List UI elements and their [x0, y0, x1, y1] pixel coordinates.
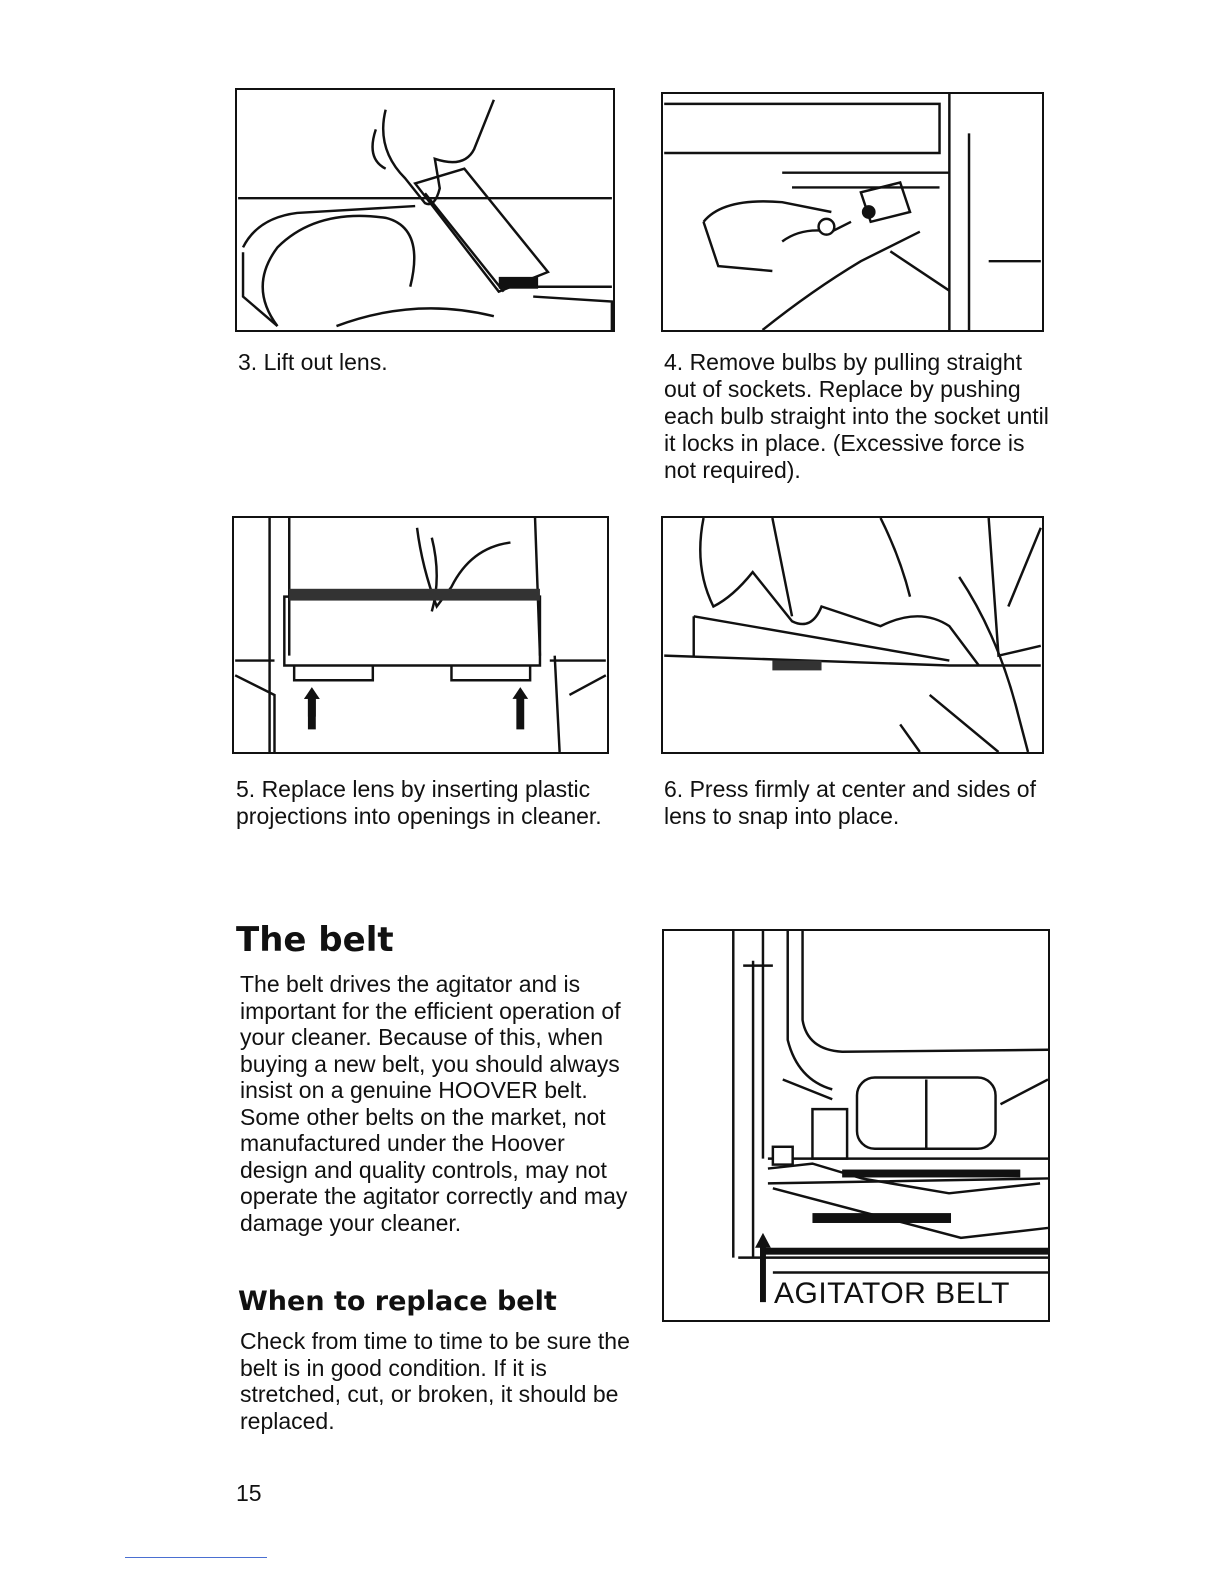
figure-press-lens — [661, 516, 1044, 754]
replace-belt-body: Check from time to time to be sure the belt is in good condition. If it is stretched, cut, or broken, it should be replaced. — [240, 1328, 630, 1434]
step-3-caption: 3. Lift out lens. — [238, 349, 388, 375]
belt-section-body: The belt drives the agitator and is important for the efficient operation of your cleaner. Because of this, when buying a new belt, you should always insist on a genuine HOOVER belt. Some other belts on the market, not manufactured under the Hoover design and quality controls, may not operate the agitator correctly and may damage your cleaner. — [240, 971, 628, 1236]
figure-remove-bulbs — [661, 92, 1044, 332]
replace-belt-subtitle: When to replace belt — [238, 1286, 557, 1317]
step-6-caption: 6. Press firmly at center and sides of lens to snap into place. — [664, 776, 1036, 829]
page-number: 15 — [236, 1480, 262, 1506]
figure-agitator-belt — [662, 929, 1050, 1322]
figure-replace-lens — [232, 516, 609, 754]
step-4-caption: 4. Remove bulbs by pulling straight out of sockets. Replace by pushing each bulb straight into the socket until it locks in place. (Excessive force is not required). — [664, 349, 1049, 483]
figure-lift-out-lens — [235, 88, 615, 332]
footer-rule — [125, 1557, 267, 1558]
agitator-belt-label: AGITATOR BELT — [770, 1277, 1014, 1311]
belt-section-title: The belt — [236, 920, 394, 960]
replace-lens-illustration — [234, 518, 607, 752]
step-5-caption: 5. Replace lens by inserting plastic projections into openings in cleaner. — [236, 776, 602, 829]
lift-out-lens-illustration — [237, 90, 613, 330]
press-lens-illustration — [663, 518, 1042, 752]
agitator-belt-illustration — [664, 931, 1048, 1320]
remove-bulbs-illustration — [663, 94, 1042, 330]
